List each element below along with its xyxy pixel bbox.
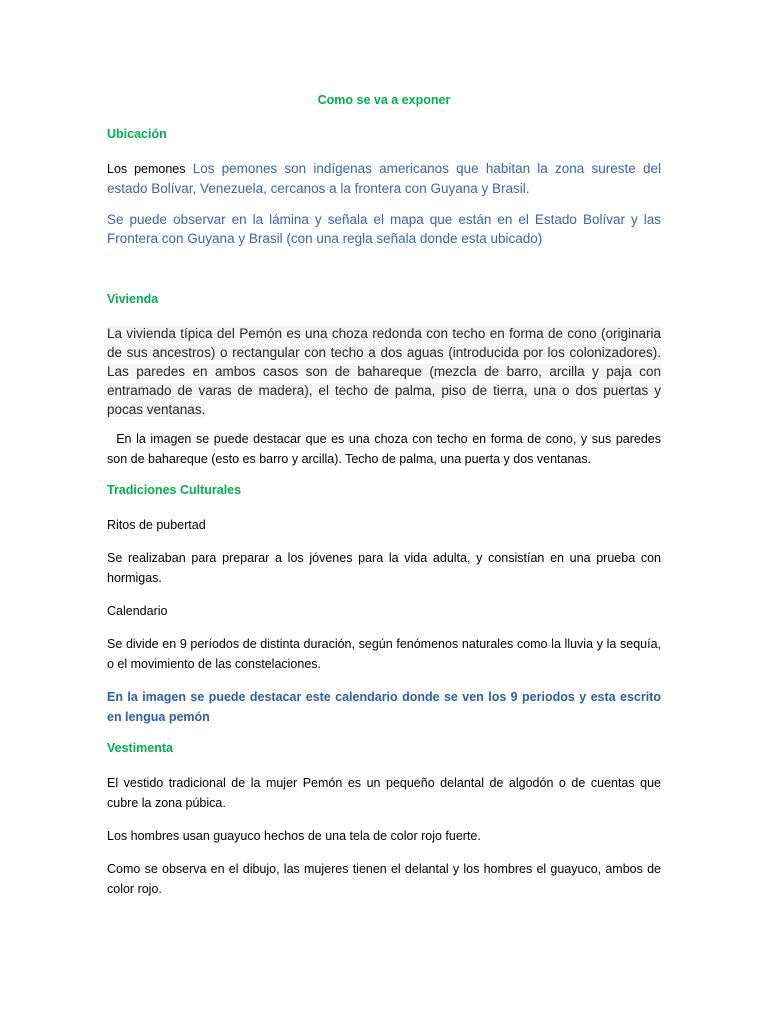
vestimenta-paragraph-3: Como se observa en el dibujo, las mujeres tienen el delantal y los hombres el guayuco, ambos de color rojo.	[107, 862, 661, 896]
tradiciones-image-note: En la imagen se puede destacar este calendario donde se ven los 9 periodos y esta escrito en lengua pemón	[107, 690, 661, 724]
tradiciones-subheading-ritos: Ritos de pubertad	[107, 518, 206, 532]
ubicacion-lead: Los pemones	[107, 162, 186, 176]
heading-vivienda: Vivienda	[107, 292, 159, 306]
vivienda-paragraph-1	[107, 324, 661, 419]
ubicacion-paragraph-2: Se puede observar en la lámina y señala el mapa que están en el Estado Bolívar y las Frontera con Guyana y Brasil (con una regla señala donde esta ubicado)	[107, 212, 661, 246]
vivienda-description: La vivienda típica del Pemón es una choza redonda con techo en forma de cono (originaria de sus ancestros) o rectangular con techo a dos aguas (introducida por los colonizadores). Las paredes en ambos casos son de bahareque (mezcla de barro, arcilla y paja con entramado de varas de madera), el techo de palma, piso de tierra, una o dos puertas y pocas ventanas.	[107, 326, 661, 417]
spacer	[107, 261, 661, 291]
heading-vestimenta: Vestimenta	[107, 741, 174, 755]
heading-ubicacion: Ubicación	[107, 127, 167, 141]
tradiciones-paragraph-ritos: Se realizaban para preparar a los jóvenes para la vida adulta, y consistían en una prueba con hormigas.	[107, 551, 661, 585]
tradiciones-subheading-calendario: Calendario	[107, 604, 168, 618]
ubicacion-paragraph-1	[107, 159, 661, 198]
vestimenta-paragraph-2: Los hombres usan guayuco hechos de una tela de color rojo fuerte.	[107, 829, 481, 843]
document-title: Como se va a exponer	[317, 93, 451, 107]
heading-tradiciones: Tradiciones Culturales	[107, 483, 242, 497]
vivienda-paragraph-2	[107, 429, 661, 469]
ubicacion-description: Los pemones son indígenas americanos que habitan la zona sureste del estado Bolívar, Venezuela, cercanos a la frontera con Guyana y Brasil.	[107, 161, 661, 196]
tradiciones-paragraph-calendario: Se divide en 9 períodos de distinta duración, según fenómenos naturales como la lluvia y la sequía, o el movimiento de las constelaciones.	[107, 637, 661, 671]
vestimenta-paragraph-1: El vestido tradicional de la mujer Pemón es un pequeño delantal de algodón o de cuentas que cubre la zona púbica.	[107, 776, 661, 810]
vivienda-image-note: En la imagen se puede destacar que es una choza con techo en forma de cono, y sus paredes son de bahareque (esto es barro y arcilla). Techo de palma, una puerta y dos ventanas.	[107, 432, 661, 466]
